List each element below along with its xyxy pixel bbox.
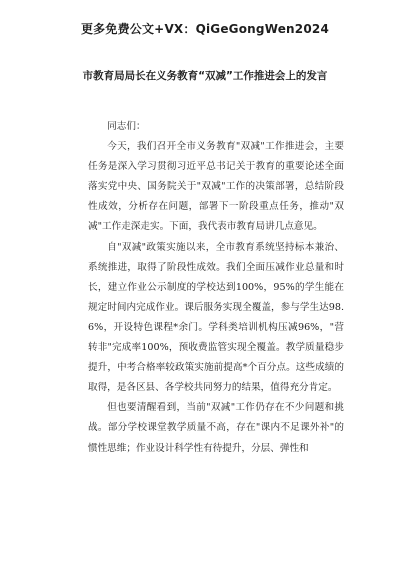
- paragraph: 今天，我们召开全市义务教育"双减"工作推进会，主要任务是深入学习贯彻习近平总书记关于教育的重要论述全面落实党中央、国务院关于"双减"工作的决策部署，总结阶段性成效，分析存在问题，部署下一阶段重点任务，推动"双减"工作走深走实。下面，我代表市教育局讲几点意见。: [88, 141, 344, 233]
- salutation: 同志们：: [107, 121, 146, 132]
- paragraph: 但也要清醒看到，当前"双减"工作仍存在不少问题和挑战。部分学校课堂教学质量不高，存在"课内不足课外补"的惯性思维；作业设计科学性有待提升，分层、弹性和: [88, 402, 344, 454]
- header-banner: 更多免费公文+VX：QiGeGongWen2024: [80, 22, 329, 36]
- document-title: 市教育局局长在义务教育“双减”工作推进会上的发言: [82, 70, 328, 82]
- paragraph: 自"双减"政策实施以来，全市教育系统坚持标本兼治、系统推进，取得了阶段性成效。我们全面压减作业总量和时长，建立作业公示制度的学校达到100%，95%的学生能在规定时间内完成作业。课后服务实现全覆盖，参与学生达98.6%，开设特色课程*余门。学科类培训机构压减96%，"营转非"完成率100%，预收费监管实现全覆盖。教学质量稳步提升，中考合格率较政策实施前提高*个百分点。这些成绩的取得，是各区县、各学校共同努力的结果，值得充分肯定。: [88, 241, 344, 394]
- document-body: [88, 117, 344, 459]
